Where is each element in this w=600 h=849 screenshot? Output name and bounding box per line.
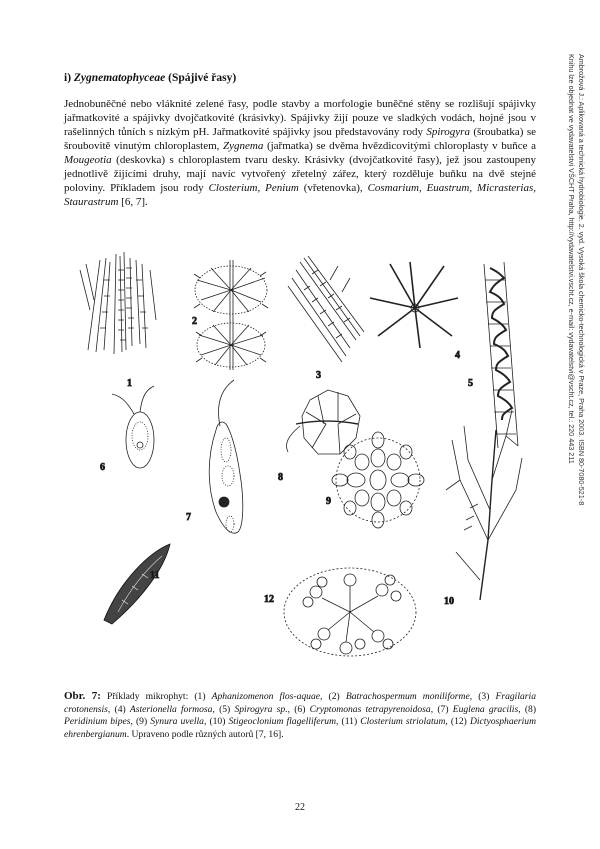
body-text-1: Jednobuněčné nebo vláknité zelené řasy, podle stavby a morfologie buněčné stěny se rozlišují spájivky jařmatkovité a spájivky dvojčatkovité (krásivky). Spájivky žijí pouze ve sladkých vodách, hojné jsou v rašelinných tůních s nízkým pH. Jařmatkovité spájivky jsou představovány rody [64,98,536,138]
sidebar-citation-line-1: Ambrožová J.: Aplikovaná a technická hydrobiologie. 2. vyd. Vysoká škola chemicko-technologická v Praze, Praha 2003. ISBN 80-7080-521-8 [577,54,586,506]
figure-label-12: 12 [264,594,274,605]
caption-item: (9) Synura uvella, [135,716,210,727]
body-text-4: (deskovka) s chloroplastem tvaru desky. Krásivky (dvojčatkovité řasy), jež jsou zastoupeny jednotlivě žijícími druhy, mají navíc vytvořený zřetelný zářez, který rozděluje buňku na dvě stejné poloviny. Příkladem jsou rody [64,154,536,194]
caption-item: (12) Dictyosphaerium ehrenbergianum. [64,716,537,740]
caption-label: Obr. 7: [64,690,101,702]
caption-outro: Upraveno podle různých autorů [7, 16]. [131,728,284,740]
illustration-batrachospermum [194,260,268,370]
illustration-asterionella [370,262,458,348]
illustration-spirogyra [484,262,518,448]
body-text-5: , [257,182,266,194]
body-paragraph [64,97,536,209]
figure-caption [64,690,536,741]
figure-label-3: 3 [316,370,321,381]
caption-item: (10) Stigeoclonium flagelliferum, [209,716,342,727]
illustration-closterium [104,544,170,624]
caption-item: (7) Euglena gracilis, [437,703,525,715]
caption-item: (6) Cryptomonas tetrapyrenoidosa, [294,703,438,715]
section-name: Zygnematophyceae [73,72,166,84]
figure-label-8: 8 [278,472,283,483]
section-letter: i) [64,72,72,84]
illustration-fragilaria [288,256,364,362]
caption-item: (4) Asterionella formosa, [114,703,220,715]
figure-label-9: 9 [326,496,331,507]
section-czech-name: (Spájivé řasy) [168,72,237,84]
genus-spirogyra: Spirogyra [426,126,470,138]
caption-item: (1) Aphanizomenon flos-aquae, [194,691,329,702]
illustration-dictyosphaerium [284,568,416,656]
figure-label-7: 7 [186,512,191,523]
caption-item: (2) Batrachospermum moniliforme, [328,691,479,702]
genus-closterium: Closterium [208,182,258,194]
illustration-synura [332,432,424,528]
figure-label-5: 5 [468,378,473,389]
sidebar-citation-line-2: Knihu lze objednat ve vydavatelství VŠCHT Praha, http://vydavatelstvi.vscht.cz, e-mail: vydavatelstvi@vscht.cz, tel.: 220 443 211 [567,54,576,464]
body-text-3: (jařmatka) se dvěma hvězdicovitými chloroplasty v buňce a [263,140,536,152]
genus-cosmarium-list: Cosmarium, Euastrum, Micrasterias, Staurastrum [64,182,537,208]
genus-mougeotia: Mougeotia [64,154,112,166]
illustration-peridinium [287,390,361,454]
illustration-euglena [209,380,243,533]
illustration-stigeoclonium [446,410,522,600]
body-text-7: [6, 7]. [118,196,148,208]
illustration-cryptomonas [112,386,154,468]
figure-label-4: 4 [455,350,460,361]
illustration-aphanizomenon [80,252,156,354]
figure-label-1: 1 [127,378,132,389]
caption-item: (3) Fragilaria crotonensis, [64,691,536,715]
sidebar-citation [562,54,592,674]
figure-label-2: 2 [192,316,197,327]
page-number: 22 [295,802,305,813]
body-text-2: (šroubatka) se šroubovitě vinutým chloroplastem, [64,126,536,152]
genus-zygnema: Zygnema [223,140,264,152]
caption-item: (8) Peridinium bipes, [64,703,537,727]
body-text-6: (vřetenovka), [298,182,368,194]
figure-label-11: 11 [150,570,160,581]
figure-label-10: 10 [444,596,454,607]
figure-label-6: 6 [100,462,105,473]
caption-item: (11) Closterium striolatum, [341,716,451,727]
microphyte-figure [60,240,540,680]
caption-intro: Příklady mikrophyt: [100,691,195,702]
section-heading [64,72,236,84]
caption-item: (5) Spirogyra sp., [219,703,295,715]
genus-penium: Penium [265,182,299,194]
